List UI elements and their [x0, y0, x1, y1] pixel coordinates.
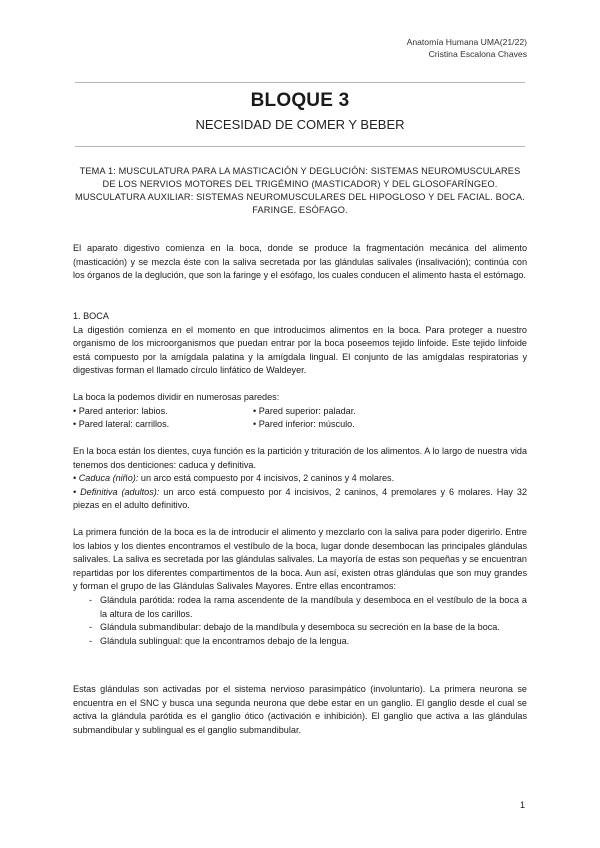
glandulas-block: [73, 526, 527, 648]
page-subtitle: NECESIDAD DE COMER Y BEBER: [195, 117, 405, 132]
dientes-paragraph: En la boca están los dientes, cuya función es la partición y trituración de los alimentos. A lo largo de nuestra vida tenemos dos denticiones: caduca y definitiva.: [73, 446, 527, 470]
dash-bullet: -: [89, 594, 93, 605]
dientes-block: [73, 445, 527, 513]
definitiva-label: • Definitiva (adultos):: [73, 486, 160, 497]
section-boca: [73, 310, 527, 378]
paredes-row-2: [73, 418, 527, 432]
header-author: Cristina Escalona Chaves: [428, 49, 527, 59]
paredes-row-1: [73, 405, 527, 419]
definitiva-item: [73, 486, 527, 513]
nervioso-block: [73, 683, 527, 737]
gland-item-submandibular: [73, 621, 527, 635]
intro-paragraph: [73, 242, 527, 283]
gland-item-sublingual: [73, 635, 527, 649]
caduca-text: un arco está compuesto por 4 incisivos, 2 caninos y 4 molares.: [138, 473, 395, 484]
pared-anterior: • Pared anterior: labios.: [73, 405, 168, 416]
boca-paragraph: La digestión comienza en el momento en que introducimos alimentos en la boca. Para proteger a nuestro organismo de los microorganismos que puedan entrar por la boca poseemos tejido linfoide. Este tejido linfoide está compuesto por la amígdala palatina y la amígdala lingual. El conjunto de las amígdalas respiratorias y digestivas forman el llamado círculo linfático de Waldeyer.: [73, 324, 527, 376]
saliva-paragraph: La primera función de la boca es la de introducir el alimento y mezclarlo con la saliva para poder digerirlo. Entre los labios y los dientes encontramos el vestíbulo de la boca, lugar donde desembocan las principales glándulas salivales. La saliva es secretada por las glándulas salivales. La mayoría de estas son pequeñas y se encuentran repartidas por los diferentes compartimentos de la boca. Aun así, existen otras glándulas que son muy grandes y forman el grupo de las Glándulas Salivales Mayores. Entre ellas encontramos:: [73, 527, 527, 592]
gland-submandibular: Glándula submandibular: debajo de la mandíbula y desemboca su secreción en la base de la boca.: [100, 622, 500, 633]
nervioso-paragraph: Estas glándulas son activadas por el sistema nervioso parasimpático (involuntario). La primera neurona se encuentra en el SNC y busca una segunda neurona que debe estar en un ganglio. El ganglio desde el cual se activa la glándula parótida es el ganglio ótico (activación e inhibición). El ganglio que activa a las glándulas submandibular y sublingual es el ganglio submandibular.: [73, 684, 527, 735]
gland-item-parotida: [73, 594, 527, 621]
subtitle-divider: [75, 146, 525, 147]
caduca-item: [73, 472, 527, 486]
gland-parotida: Glándula parótida: rodea la rama ascendente de la mandíbula y desemboca en el vestíbulo de la boca a la altura de los carillos.: [100, 594, 527, 619]
caduca-label: • Caduca (niño):: [73, 473, 139, 484]
tema-heading: TEMA 1: MUSCULATURA PARA LA MASTICACIÓN Y DEGLUCIÓN: SISTEMAS NEUROMUSCULARES DE LOS NERVIOS MOTORES DEL TRIGÉMINO (MASTICADOR) Y DEL GLOSOFARÍNGEO. MUSCULATURA AUXILIAR: SISTEMAS NEUROMUSCULARES DEL HIPOGLOSO Y DEL FACIAL. BOCA. FARINGE. ESÓFAGO.: [75, 166, 525, 215]
definitiva-text: un arco está compuesto por 4 incisivos, 2 caninos, 4 premolares y 6 molares. Hay 32 piezas en el adulto definitivo.: [73, 486, 528, 511]
pared-superior: • Pared superior: paladar.: [253, 405, 356, 416]
dash-bullet: -: [89, 622, 93, 633]
paredes-intro: La boca la podemos dividir en numerosas paredes:: [73, 392, 280, 402]
pared-inferior: • Pared inferior: músculo.: [253, 419, 355, 430]
dash-bullet: -: [89, 635, 93, 646]
pared-lateral: • Pared lateral: carrillos.: [73, 419, 170, 430]
top-divider: [75, 82, 525, 83]
section-heading: 1. BOCA: [73, 311, 109, 321]
intro-text: El aparato digestivo comienza en la boca, donde se produce la fragmentación mecánica del alimento (masticación) y se mezcla éste con la saliva secretada por las glándulas salivales (insalivación); continúa con los órganos de la deglución, que son la faringe y el esófago, los cuales conducen el alimento hasta el estómago.: [73, 243, 527, 281]
gland-sublingual: Glándula sublingual: que la encontramos debajo de la lengua.: [100, 635, 350, 646]
page-number: 1: [519, 800, 525, 810]
page-header: [407, 36, 527, 60]
header-course: Anatomía Humana UMA(21/22): [406, 37, 527, 47]
page-title: BLOQUE 3: [250, 90, 350, 111]
paredes-block: [73, 391, 527, 432]
